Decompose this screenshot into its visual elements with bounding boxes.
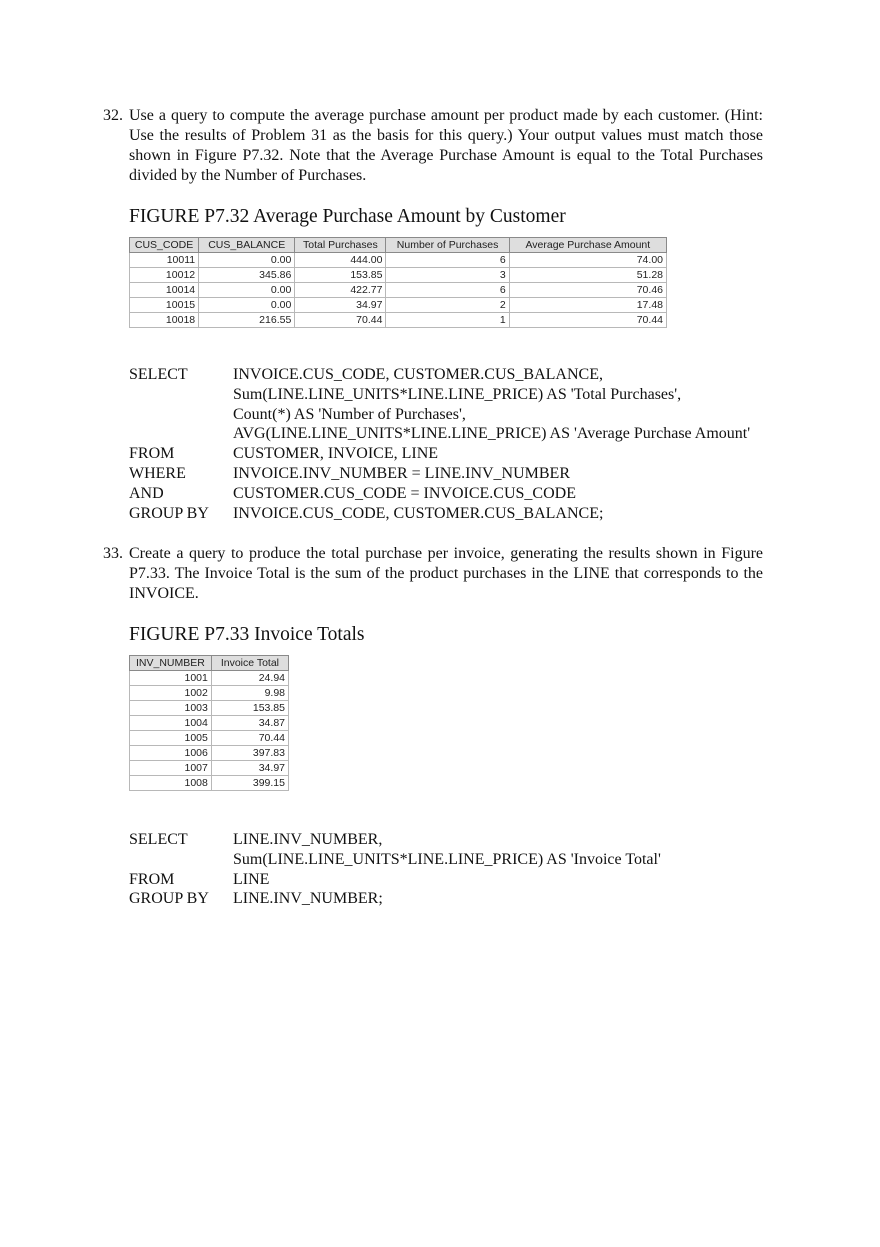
table-cell: 444.00 [295, 253, 386, 268]
sql-keyword: SELECT [129, 366, 188, 383]
table-row [130, 761, 289, 776]
sql-clause: CUSTOMER, INVOICE, LINE [233, 445, 439, 463]
sql-clause: Count(*) AS 'Number of Purchases', [233, 405, 466, 423]
table-row [130, 253, 667, 268]
table-cell: 399.15 [211, 776, 288, 791]
problem-number: 32. [103, 107, 123, 124]
table-header-row [130, 656, 289, 671]
table-row [130, 268, 667, 283]
table-cell: 1004 [130, 716, 212, 731]
table-cell: 153.85 [211, 701, 288, 716]
column-header: Number of Purchases [386, 238, 509, 253]
table-row [130, 746, 289, 761]
table-cell: 0.00 [199, 298, 295, 313]
table-row [130, 686, 289, 701]
sql-clause: Sum(LINE.LINE_UNITS*LINE.LINE_PRICE) AS 'Invoice Total' [233, 850, 661, 868]
problem-number: 33. [103, 545, 123, 562]
column-header: INV_NUMBER [130, 656, 212, 671]
sql-keyword: GROUP BY [129, 504, 209, 522]
table-cell: 0.00 [199, 253, 295, 268]
sql-keyword: GROUP BY [129, 890, 209, 908]
column-header: Invoice Total [211, 656, 288, 671]
table-cell: 34.97 [295, 298, 386, 313]
table-cell: 1001 [130, 671, 212, 686]
problem-text: Create a query to produce the total purchase per invoice, generating the results shown in Figure P7.33. The Invoice Total is the sum of the product purchases in the LINE that corresponds to the INVOICE. [129, 545, 763, 602]
table-body [130, 671, 289, 791]
table-cell: 2 [386, 298, 509, 313]
sql-clause: INVOICE.CUS_CODE, CUSTOMER.CUS_BALANCE, [233, 366, 603, 383]
sql-clause: Sum(LINE.LINE_UNITS*LINE.LINE_PRICE) AS 'Total Purchases', [233, 385, 682, 403]
table-cell: 153.85 [295, 268, 386, 283]
table-cell: 70.44 [295, 313, 386, 328]
table-cell: 34.87 [211, 716, 288, 731]
column-header: Average Purchase Amount [509, 238, 666, 253]
table-cell: 1 [386, 313, 509, 328]
problem-33 [103, 544, 763, 604]
table-cell: 6 [386, 253, 509, 268]
table-row [130, 671, 289, 686]
sql-clause: AVG(LINE.LINE_UNITS*LINE.LINE_PRICE) AS 'Average Purchase Amount' [233, 425, 751, 443]
table-row [130, 313, 667, 328]
table-row [130, 716, 289, 731]
table-cell: 1006 [130, 746, 212, 761]
sql-keyword: SELECT [129, 831, 188, 848]
table-cell: 10012 [130, 268, 199, 283]
table-cell: 10018 [130, 313, 199, 328]
table-cell: 51.28 [509, 268, 666, 283]
table-cell: 70.44 [509, 313, 666, 328]
table-row [130, 298, 667, 313]
problem-32 [103, 106, 763, 186]
column-header: CUS_BALANCE [199, 238, 295, 253]
table-cell: 9.98 [211, 686, 288, 701]
table-row [130, 283, 667, 298]
table-cell: 0.00 [199, 283, 295, 298]
sql-clause: LINE.INV_NUMBER; [233, 890, 383, 908]
table-cell: 1002 [130, 686, 212, 701]
sql-clause: INVOICE.CUS_CODE, CUSTOMER.CUS_BALANCE; [233, 504, 604, 522]
figure-title: FIGURE P7.33 Invoice Totals [129, 624, 365, 645]
sql-keyword: FROM [129, 445, 175, 463]
problem-text: Use a query to compute the average purchase amount per product made by each customer. (Hint: Use the results of Problem 31 as the basis for this query.) Your output values must match those shown in Figure P7.32. Note that the Average Purchase Amount is equal to the Total Purchases divided by the Number of Purchases. [129, 107, 763, 184]
table-row [130, 731, 289, 746]
table-cell: 3 [386, 268, 509, 283]
table-cell: 24.94 [211, 671, 288, 686]
sql-keyword: WHERE [129, 464, 186, 482]
figure-p7-33-table [129, 655, 289, 791]
table-cell: 1008 [130, 776, 212, 791]
column-header: Total Purchases [295, 238, 386, 253]
figure-title: FIGURE P7.32 Average Purchase Amount by Customer [129, 206, 566, 227]
sql-keyword: FROM [129, 870, 175, 888]
sql-clause: INVOICE.INV_NUMBER = LINE.INV_NUMBER [233, 464, 570, 482]
table-cell: 10014 [130, 283, 199, 298]
table-row [130, 701, 289, 716]
table-cell: 1005 [130, 731, 212, 746]
sql-clause: CUSTOMER.CUS_CODE = INVOICE.CUS_CODE [233, 484, 576, 502]
table-body [130, 253, 667, 328]
table-cell: 1003 [130, 701, 212, 716]
table-cell: 1007 [130, 761, 212, 776]
figure-p7-32-table [129, 237, 667, 328]
table-cell: 10011 [130, 253, 199, 268]
sql-keyword: AND [129, 484, 164, 502]
column-header: CUS_CODE [130, 238, 199, 253]
table-cell: 70.44 [211, 731, 288, 746]
table-cell: 74.00 [509, 253, 666, 268]
table-cell: 216.55 [199, 313, 295, 328]
table-cell: 422.77 [295, 283, 386, 298]
table-cell: 17.48 [509, 298, 666, 313]
table-header-row [130, 238, 667, 253]
table-cell: 70.46 [509, 283, 666, 298]
table-cell: 10015 [130, 298, 199, 313]
table-cell: 397.83 [211, 746, 288, 761]
table-cell: 34.97 [211, 761, 288, 776]
table-cell: 6 [386, 283, 509, 298]
table-row [130, 776, 289, 791]
sql-clause: LINE [233, 870, 270, 888]
sql-clause: LINE.INV_NUMBER, [233, 831, 383, 848]
table-cell: 345.86 [199, 268, 295, 283]
